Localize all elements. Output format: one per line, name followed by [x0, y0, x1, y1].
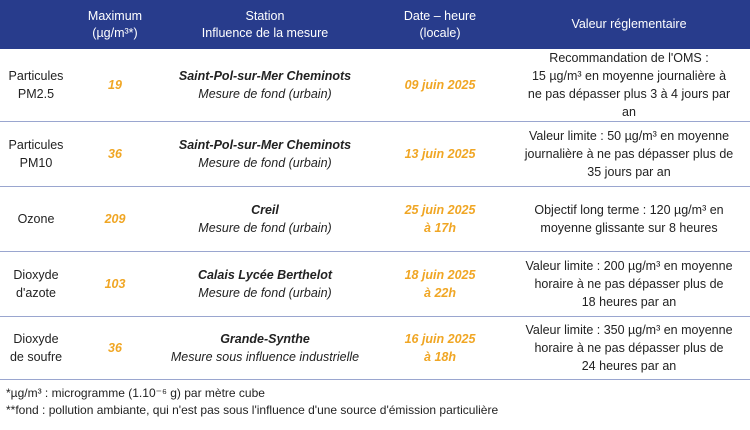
- max-value: 36: [108, 341, 122, 355]
- measure-influence: Mesure de fond (urbain): [198, 87, 332, 101]
- measure-influence: Mesure de fond (urbain): [198, 286, 332, 300]
- station-cell: [158, 49, 372, 121]
- regulation-cell: Valeur limite : 50 µg/m³ en moyenne journalière à ne pas dépasser plus de 35 jours par an: [524, 129, 734, 179]
- regulation-cell: Valeur limite : 200 µg/m³ en moyenne horaire à ne pas dépasser plus de 18 heures par an: [525, 259, 733, 309]
- date-cell: 13 juin 2025: [404, 147, 476, 161]
- table-row: [0, 49, 750, 122]
- pollutant-cell: Particules PM2.5: [8, 69, 64, 101]
- station-cell: [158, 187, 372, 251]
- table-row: [0, 187, 750, 252]
- footnotes: [6, 385, 498, 419]
- regulation-cell: Recommandation de l'OMS : 15 µg/m³ en moyenne journalière à ne pas dépasser plus 3 à 4 jours par an: [527, 51, 731, 119]
- station-name: Saint-Pol-sur-Mer Cheminots: [178, 69, 352, 83]
- station-name: Calais Lycée Berthelot: [197, 268, 333, 282]
- footnote-unit: *µg/m³ : microgramme (1.10⁻⁶ g) par mètre cube: [6, 386, 265, 400]
- header-station: Station Influence de la mesure: [201, 8, 329, 40]
- table-row: [0, 317, 750, 380]
- pollutant-cell: Dioxyde de soufre: [9, 332, 63, 364]
- measure-influence: Mesure sous influence industrielle: [170, 350, 360, 364]
- station-cell: [158, 317, 372, 379]
- max-value: 19: [108, 78, 122, 92]
- measure-influence: Mesure de fond (urbain): [198, 156, 332, 170]
- pollutant-cell: Particules PM10: [8, 138, 64, 170]
- pollutant-cell: Dioxyde d'azote: [13, 268, 59, 300]
- max-value: 209: [104, 212, 126, 226]
- pollutant-cell: Ozone: [17, 212, 55, 226]
- header-regulation: Valeur réglementaire: [571, 17, 687, 31]
- station-name: Creil: [251, 203, 279, 217]
- footnote-fond: **fond : pollution ambiante, qui n'est pas sous l'influence d'une source d'émission particulière: [6, 403, 499, 417]
- date-cell: 16 juin 2025 à 18h: [404, 332, 476, 364]
- max-value: 36: [108, 147, 122, 161]
- station-cell: [158, 252, 372, 316]
- measure-influence: Mesure de fond (urbain): [198, 221, 332, 235]
- regulation-cell: Objectif long terme : 120 µg/m³ en moyenne glissante sur 8 heures: [534, 203, 724, 235]
- header-maximum: Maximum (µg/m³*): [87, 8, 143, 40]
- station-name: Grande-Synthe: [220, 332, 310, 346]
- table-header: [0, 0, 750, 49]
- regulation-cell: Valeur limite : 350 µg/m³ en moyenne horaire à ne pas dépasser plus de 24 heures par an: [525, 323, 733, 373]
- station-name: Saint-Pol-sur-Mer Cheminots: [178, 138, 352, 152]
- max-value: 103: [104, 277, 126, 291]
- table-row: [0, 252, 750, 317]
- table-row: [0, 122, 750, 187]
- date-cell: 25 juin 2025 à 17h: [404, 203, 476, 235]
- date-cell: 09 juin 2025: [404, 78, 476, 92]
- date-cell: 18 juin 2025 à 22h: [404, 268, 476, 300]
- station-cell: [158, 122, 372, 186]
- header-date: Date – heure (locale): [403, 8, 477, 40]
